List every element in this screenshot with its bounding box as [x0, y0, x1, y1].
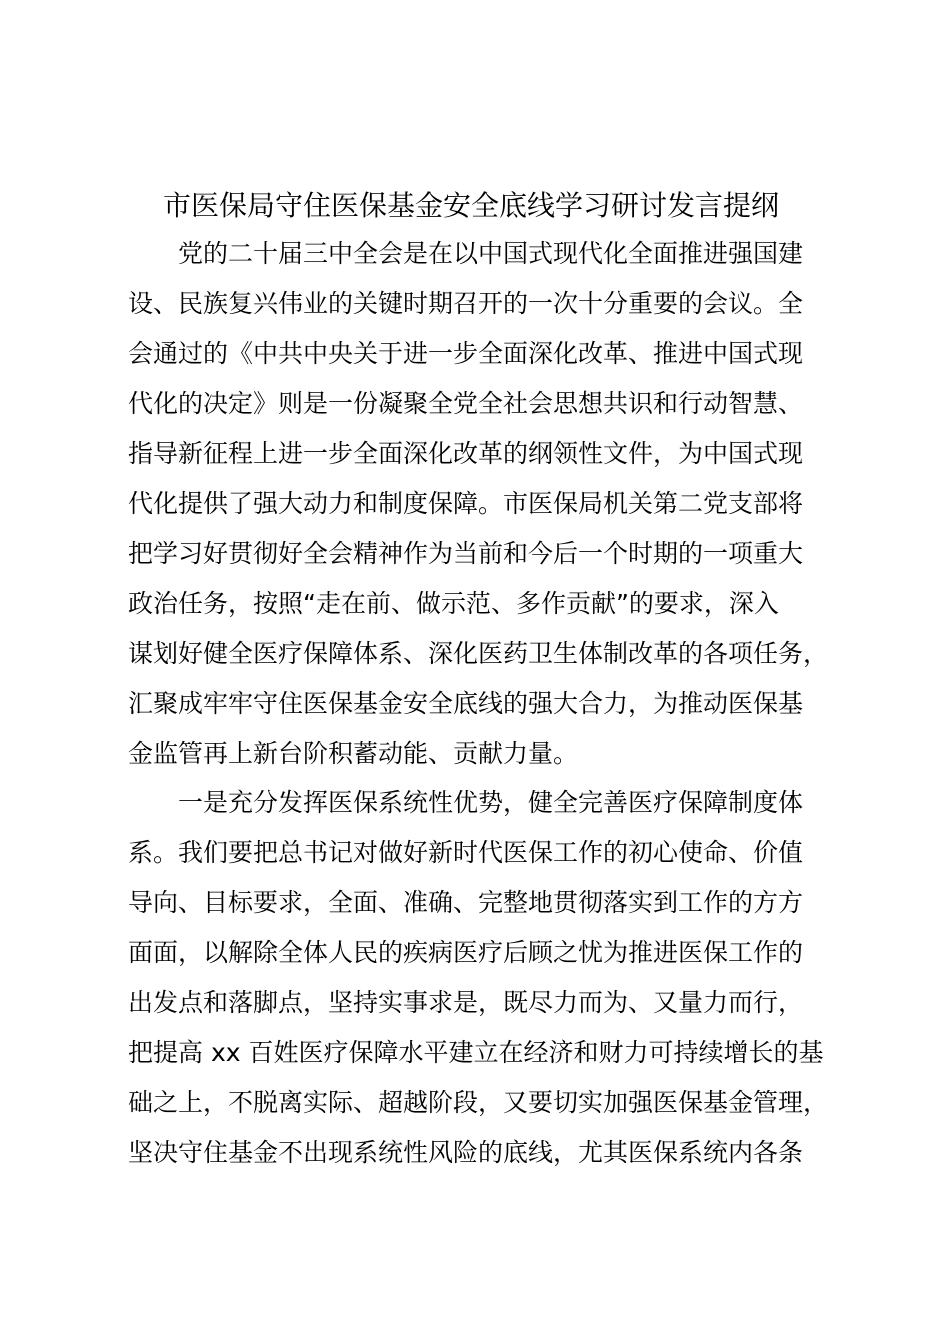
paragraph-2 — [128, 778, 838, 1178]
paragraph-1 — [128, 229, 838, 779]
text-line: 党的二十届三中全会是在以中国式现代化全面推进强国建 — [128, 239, 804, 268]
text-line: 代化提供了强大动力和制度保障。市医保局机关第二党支部将 — [128, 489, 804, 518]
text-line: 坚决守住基金不出现系统性风险的底线，尤其医保系统内各条 — [128, 1138, 804, 1167]
text-line: 指导新征程上进一步全面深化改革的纲领性文件，为中国式现 — [128, 439, 804, 468]
text-line: 面面，以解除全体人民的疾病医疗后顾之忧为推进医保工作的 — [128, 938, 804, 967]
text-line: 导向、目标要求，全面、准确、完整地贯彻落实到工作的方方 — [128, 888, 804, 917]
document-title: 市医保局守住医保基金安全底线学习研讨发言提纲 — [163, 189, 780, 222]
text-line: 设、民族复兴伟业的关键时期召开的一次十分重要的会议。全 — [128, 289, 804, 318]
text-line: 系。我们要把总书记对做好新时代医保工作的初心使命、价值 — [128, 838, 804, 867]
text-line: 汇聚成牢牢守住医保基金安全底线的强大合力，为推动医保基 — [128, 689, 804, 718]
text-line: 金监管再上新台阶积蓄动能、贡献力量。 — [128, 739, 579, 768]
text-line: 会通过的《中共中央关于进一步全面深化改革、推进中国式现 — [128, 339, 804, 368]
text-line: 一是充分发挥医保系统性优势，健全完善医疗保障制度体 — [128, 788, 804, 817]
text-line: 谋划好健全医疗保障体系、深化医药卫生体制改革的各项任务， — [128, 639, 829, 668]
text-line: 出发点和落脚点，坚持实事求是，既尽力而为、又量力而行， — [128, 988, 804, 1017]
text-line: 础之上，不脱离实际、超越阶段，又要切实加强医保基金管理， — [128, 1088, 829, 1117]
text-line: 把提高 xx 百姓医疗保障水平建立在经济和财力可持续增长的基 — [128, 1038, 824, 1067]
text-line: 代化的决定》则是一份凝聚全党全社会思想共识和行动智慧、 — [128, 389, 804, 418]
text-line: 政治任务，按照“走在前、做示范、多作贡献”的要求，深入 — [128, 589, 779, 618]
text-line: 把学习好贯彻好全会精神作为当前和今后一个时期的一项重大 — [128, 539, 804, 568]
